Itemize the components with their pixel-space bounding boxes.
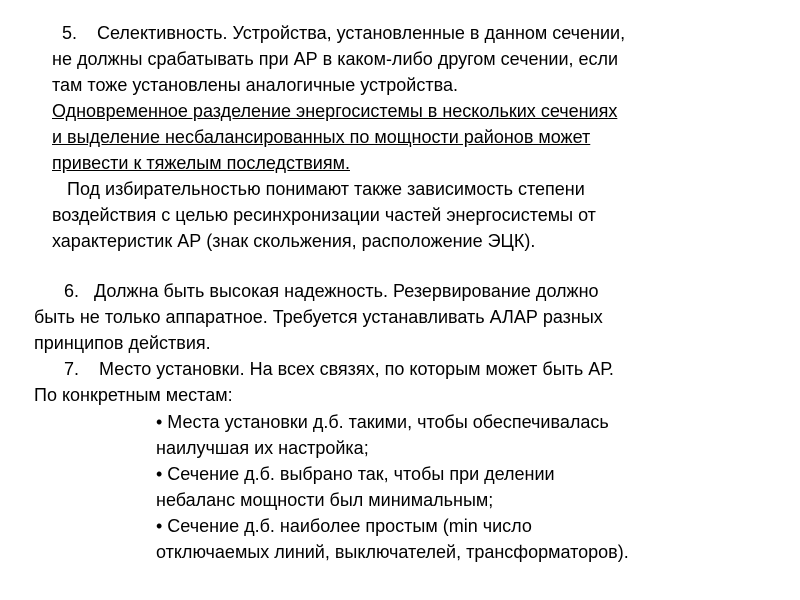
text-line: Под избирательностью понимают также зависимость степени bbox=[52, 179, 585, 199]
section-5-text bbox=[52, 20, 772, 254]
text-line: быть не только аппаратное. Требуется устанавливать АЛАР разных bbox=[34, 307, 603, 327]
text-line: 7. Место установки. На всех связях, по которым может быть АР. bbox=[34, 359, 614, 379]
bullet-continuation: наилучшая их настройка; bbox=[156, 438, 369, 458]
bullet-list bbox=[156, 409, 766, 565]
text-line: воздействия с целью ресинхронизации частей энергосистемы от bbox=[52, 205, 596, 225]
text-line: характеристик АР (знак скольжения, расположение ЭЦК). bbox=[52, 231, 536, 251]
section-6-7-text bbox=[34, 278, 774, 408]
underlined-text-line: Одновременное разделение энергосистемы в нескольких сечениях bbox=[52, 101, 618, 121]
bullet-item: • Сечение д.б. выбрано так, чтобы при делении bbox=[156, 464, 555, 484]
text-line: не должны срабатывать при АР в каком-либо другом сечении, если bbox=[52, 49, 619, 69]
text-line: 5. Селективность. Устройства, установленные в данном сечении, bbox=[52, 23, 626, 43]
bullet-continuation: отключаемых линий, выключателей, трансформаторов). bbox=[156, 542, 629, 562]
text-line: принципов действия. bbox=[34, 333, 211, 353]
text-line: 6. Должна быть высокая надежность. Резервирование должно bbox=[34, 281, 599, 301]
text-line: там тоже установлены аналогичные устройства. bbox=[52, 75, 458, 95]
bullet-item: • Места установки д.б. такими, чтобы обеспечивалась bbox=[156, 412, 609, 432]
underlined-text-line: привести к тяжелым последствиям. bbox=[52, 153, 350, 173]
underlined-text-line: и выделение несбалансированных по мощности районов может bbox=[52, 127, 591, 147]
bullet-item: • Сечение д.б. наиболее простым (min число bbox=[156, 516, 532, 536]
text-line: По конкретным местам: bbox=[34, 385, 233, 405]
bullet-continuation: небаланс мощности был минимальным; bbox=[156, 490, 494, 510]
